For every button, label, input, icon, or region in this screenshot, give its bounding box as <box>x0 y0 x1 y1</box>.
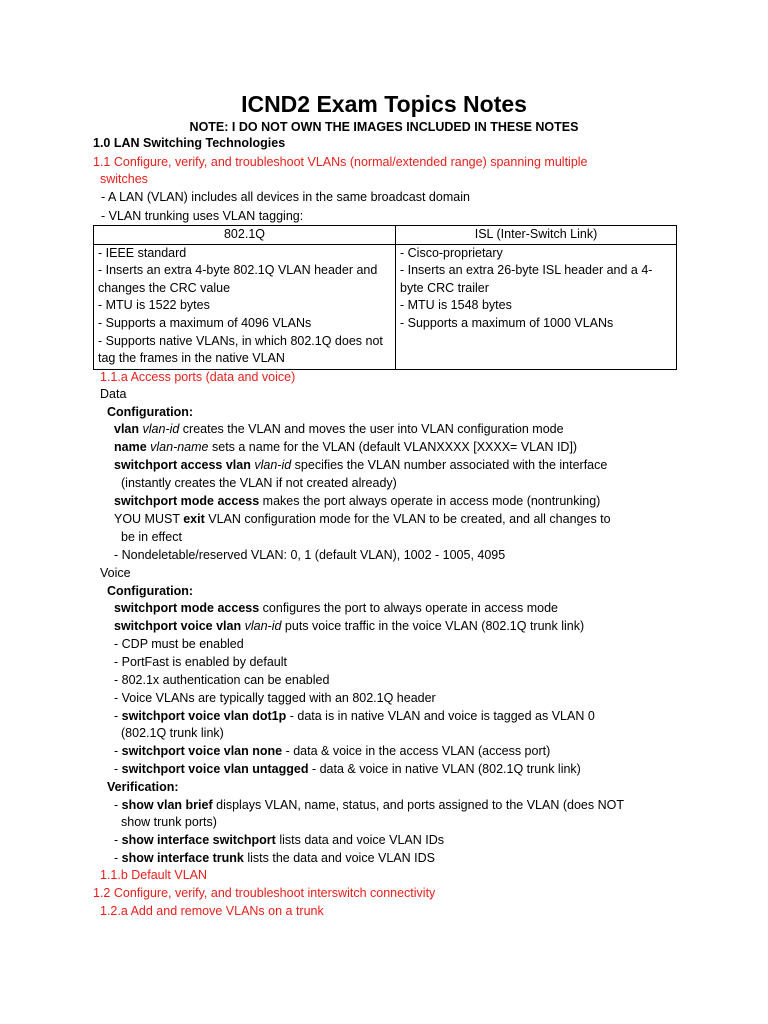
list-item: - Supports a maximum of 1000 VLANs <box>400 315 614 330</box>
command: switchport mode access <box>114 601 260 615</box>
command: show interface switchport <box>121 833 276 847</box>
list-item: - MTU is 1548 bytes <box>400 298 512 313</box>
section-1-1-b-heading: 1.1.b Default VLAN <box>100 868 208 882</box>
voice-vlan-line <box>114 617 584 635</box>
voice-label: Voice <box>100 566 131 580</box>
description: - data & voice in native VLAN (802.1Q trunk link) <box>308 762 581 776</box>
show-interface-switchport-line: - show interface switchport lists data and voice VLAN IDs <box>114 833 444 847</box>
document-title: ICND2 Exam Topics Notes <box>241 91 527 117</box>
list-item: - Inserts an extra 4-byte 802.1Q VLAN header and changes the CRC value <box>98 263 378 295</box>
table-cell-isl <box>396 244 677 369</box>
command: switchport mode access <box>114 494 260 508</box>
comparison-table <box>93 225 677 370</box>
name-command-line <box>114 438 577 456</box>
reserved-vlans: - Nondeletable/reserved VLAN: 0, 1 (default VLAN), 1002 - 1005, 4095 <box>114 548 506 562</box>
list-item: - MTU is 1522 bytes <box>98 298 210 313</box>
dot1p-line: - switchport voice vlan dot1p - data is in native VLAN and voice is tagged as VLAN 0 <box>114 709 595 723</box>
table-header-isl: ISL (Inter-Switch Link) <box>396 226 677 245</box>
section-1-1-heading-line2: switches <box>100 172 148 186</box>
must-exit-line <box>114 510 611 528</box>
list-item: - PortFast is enabled by default <box>114 655 288 669</box>
bullet-trunking: - VLAN trunking uses VLAN tagging: <box>101 209 304 223</box>
argument: vlan-id <box>142 422 180 436</box>
text: YOU MUST <box>114 512 184 526</box>
description: - data & voice in the access VLAN (access port) <box>282 744 551 758</box>
command: vlan <box>114 422 140 436</box>
list-item: - Inserts an extra 26-byte ISL header and a 4-byte CRC trailer <box>400 263 653 295</box>
voice-mode-access-line <box>114 599 558 617</box>
argument: vlan-id <box>244 619 282 633</box>
list-item: - Supports a maximum of 4096 VLANs <box>98 315 312 330</box>
list-item: - Cisco-proprietary <box>400 245 503 260</box>
vlan-command-line <box>114 420 564 438</box>
data-configuration-label: Configuration: <box>107 405 194 419</box>
section-1-heading: 1.0 LAN Switching Technologies <box>93 136 286 150</box>
none-line: - switchport voice vlan none - data & voice in the access VLAN (access port) <box>114 744 551 758</box>
dot1p-line-cont: (802.1Q trunk link) <box>121 726 224 740</box>
mode-access-command-line <box>114 492 600 510</box>
command: switchport voice vlan untagged <box>121 762 309 776</box>
section-1-2-heading: 1.2 Configure, verify, and troubleshoot interswitch connectivity <box>93 886 436 900</box>
command: switchport access vlan <box>114 458 251 472</box>
section-1-2-a-heading: 1.2.a Add and remove VLANs on a trunk <box>100 904 324 918</box>
section-1-1-a-heading: 1.1.a Access ports (data and voice) <box>100 370 296 384</box>
bullet-lan: - A LAN (VLAN) includes all devices in the same broadcast domain <box>101 190 470 204</box>
description: - data is in native VLAN and voice is tagged as VLAN 0 <box>286 709 595 723</box>
command: name <box>114 440 147 454</box>
command: switchport voice vlan <box>114 619 242 633</box>
description: lists data and voice VLAN IDs <box>275 833 444 847</box>
list-item: - 802.1x authentication can be enabled <box>114 673 330 687</box>
description: configures the port to always operate in access mode <box>259 601 558 615</box>
argument: vlan-name <box>150 440 209 454</box>
command: show interface trunk <box>121 851 244 865</box>
list-item: - IEEE standard <box>98 245 187 260</box>
description: sets a name for the VLAN (default VLANXXXX [XXXX= VLAN ID]) <box>208 440 578 454</box>
data-label: Data <box>100 387 127 401</box>
description: displays VLAN, name, status, and ports assigned to the VLAN (does NOT <box>212 798 624 812</box>
description: creates the VLAN and moves the user into VLAN configuration mode <box>179 422 564 436</box>
table-header-row <box>94 226 677 245</box>
description: specifies the VLAN number associated with the interface <box>291 458 608 472</box>
section-1-1-heading-line1: 1.1 Configure, verify, and troubleshoot VLANs (normal/extended range) spanning multiple <box>93 155 588 169</box>
voice-configuration-label: Configuration: <box>107 584 194 598</box>
command: exit <box>183 512 205 526</box>
verification-label: Verification: <box>107 780 179 794</box>
command: show vlan brief <box>121 798 213 812</box>
table-cell-8021q <box>94 244 396 369</box>
command: switchport voice vlan dot1p <box>121 709 287 723</box>
show-vlan-brief-line: - show vlan brief displays VLAN, name, status, and ports assigned to the VLAN (does NOT <box>114 798 624 812</box>
untagged-line: - switchport voice vlan untagged - data & voice in native VLAN (802.1Q trunk link) <box>114 762 581 776</box>
show-vlan-brief-cont: show trunk ports) <box>121 815 217 829</box>
description: puts voice traffic in the voice VLAN (802.1Q trunk link) <box>281 619 585 633</box>
table-row <box>94 244 677 369</box>
must-exit-line-cont: be in effect <box>121 530 182 544</box>
description: makes the port always operate in access mode (nontrunking) <box>259 494 601 508</box>
description: lists the data and voice VLAN IDS <box>243 851 435 865</box>
list-item: - Supports native VLANs, in which 802.1Q does not tag the frames in the native VLAN <box>98 333 383 366</box>
list-item: - CDP must be enabled <box>114 637 244 651</box>
show-interface-trunk-line: - show interface trunk lists the data and voice VLAN IDS <box>114 851 435 865</box>
table-header-8021q: 802.1Q <box>94 226 396 245</box>
argument: vlan-id <box>254 458 292 472</box>
command: switchport voice vlan none <box>121 744 283 758</box>
access-vlan-command-note: (instantly creates the VLAN if not created already) <box>121 476 397 490</box>
ownership-note: NOTE: I DO NOT OWN THE IMAGES INCLUDED IN THESE NOTES <box>189 120 579 134</box>
text: VLAN configuration mode for the VLAN to be created, and all changes to <box>204 512 611 526</box>
list-item: - Voice VLANs are typically tagged with an 802.1Q header <box>114 691 436 705</box>
access-vlan-command-line <box>114 456 607 474</box>
